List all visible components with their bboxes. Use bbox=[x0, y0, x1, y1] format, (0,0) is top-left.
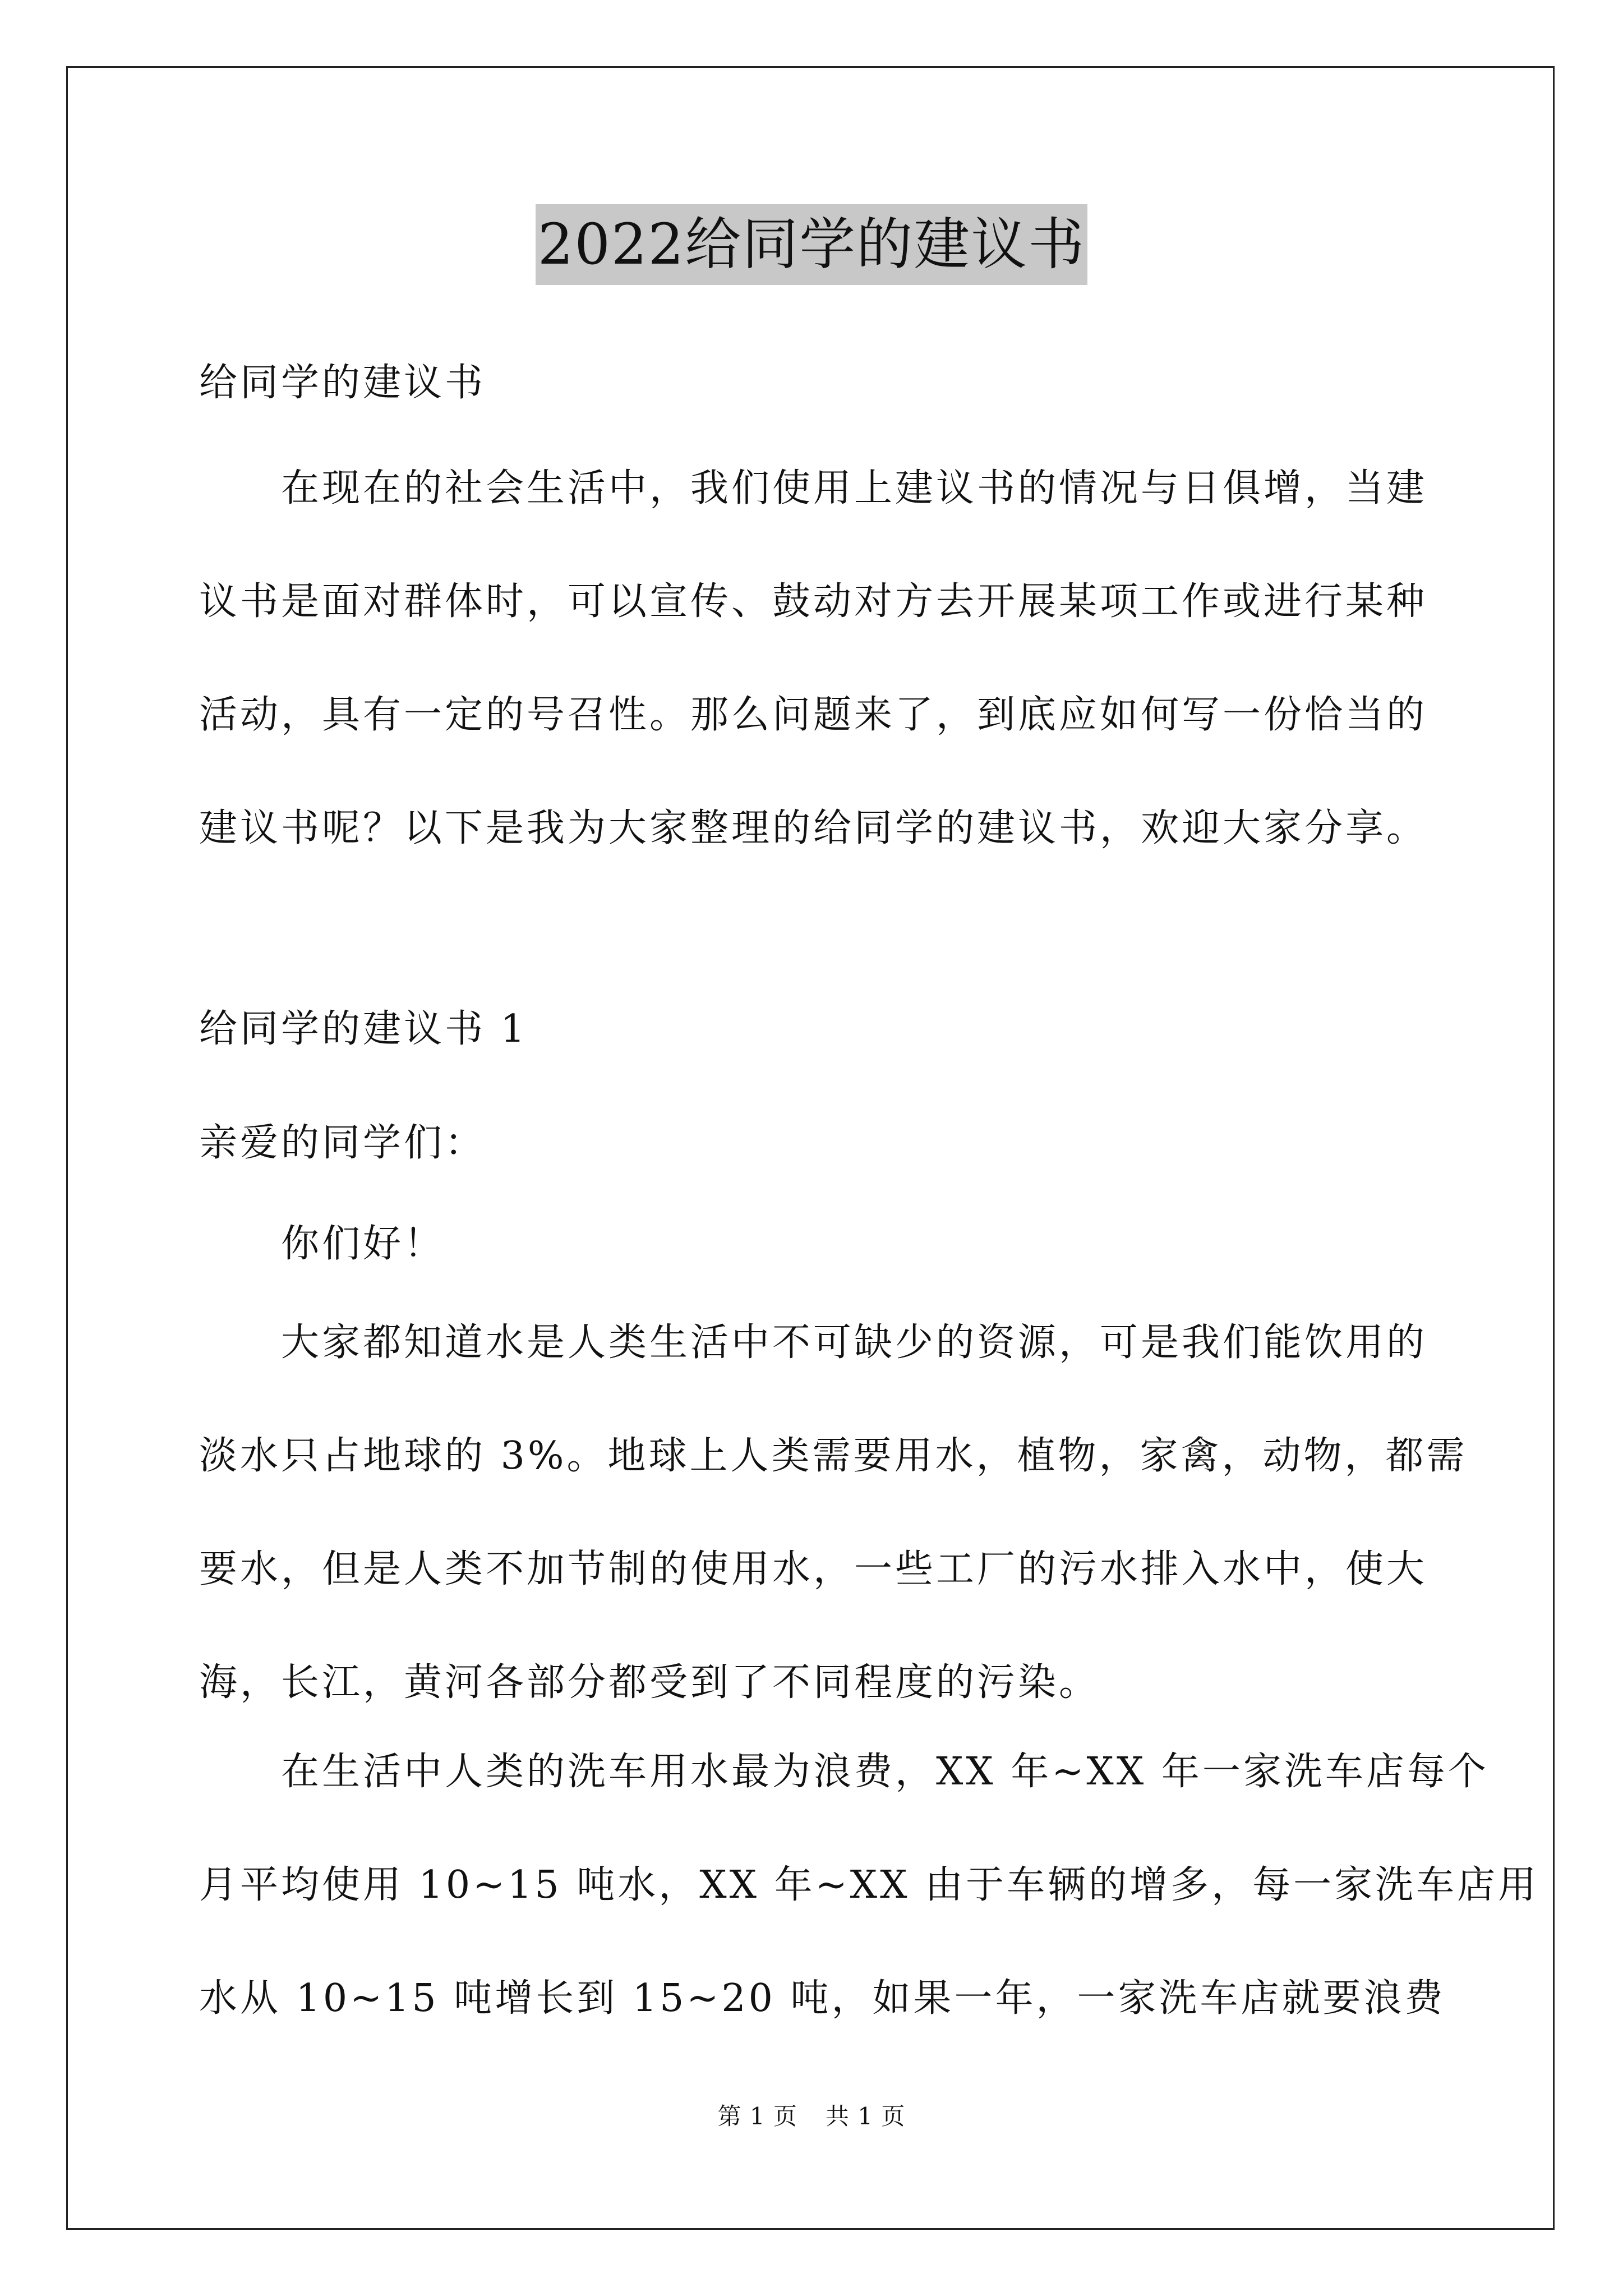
body-paragraph-1 bbox=[199, 1286, 1468, 1740]
section-heading: 给同学的建议书 1 bbox=[199, 1007, 528, 1051]
intro-paragraph bbox=[199, 432, 1433, 885]
paragraph-line: 水从 10~15 吨增长到 15~20 吨，如果一年，一家洗车店就要浪费 bbox=[199, 1976, 1446, 2021]
paragraph-line: 大家都知道水是人类生活中不可缺少的资源，可是我们能饮用的 bbox=[281, 1320, 1428, 1365]
page-footer bbox=[0, 2098, 1623, 2132]
paragraph-line: 在现在的社会生活中，我们使用上建议书的情况与日俱增，当建 bbox=[281, 466, 1428, 510]
paragraph-line: 在生活中人类的洗车用水最为浪费，XX 年~XX 年一家洗车店每个 bbox=[281, 1750, 1489, 1794]
paragraph-line: 建议书呢？以下是我为大家整理的给同学的建议书，欢迎大家分享。 bbox=[199, 806, 1428, 850]
paragraph-line: 月平均使用 10~15 吨水，XX 年~XX 由于车辆的增多，每一家洗车店用 bbox=[199, 1863, 1539, 1907]
page-number: 第 1 页 bbox=[717, 2102, 797, 2130]
body-paragraph-2 bbox=[199, 1715, 1539, 2055]
paragraph-line: 要水，但是人类不加节制的使用水，一些工厂的污水排入水中，使大 bbox=[199, 1547, 1428, 1591]
salutation: 亲爱的同学们： bbox=[199, 1121, 486, 1165]
document-title: 2022给同学的建议书 bbox=[536, 204, 1088, 285]
paragraph-line: 海，长江，黄河各部分都受到了不同程度的污染。 bbox=[199, 1660, 1100, 1705]
paragraph-line: 议书是面对群体时，可以宣传、鼓动对方去开展某项工作或进行某种 bbox=[199, 579, 1428, 624]
page-total: 共 1 页 bbox=[826, 2102, 906, 2130]
title-container bbox=[0, 204, 1623, 285]
document-heading: 给同学的建议书 bbox=[199, 361, 486, 405]
paragraph-line: 淡水只占地球的 3%。地球上人类需要用水，植物，家禽，动物，都需 bbox=[199, 1434, 1468, 1478]
greeting: 你们好！ bbox=[281, 1222, 445, 1266]
paragraph-line: 活动，具有一定的号召性。那么问题来了，到底应如何写一份恰当的 bbox=[199, 693, 1428, 737]
